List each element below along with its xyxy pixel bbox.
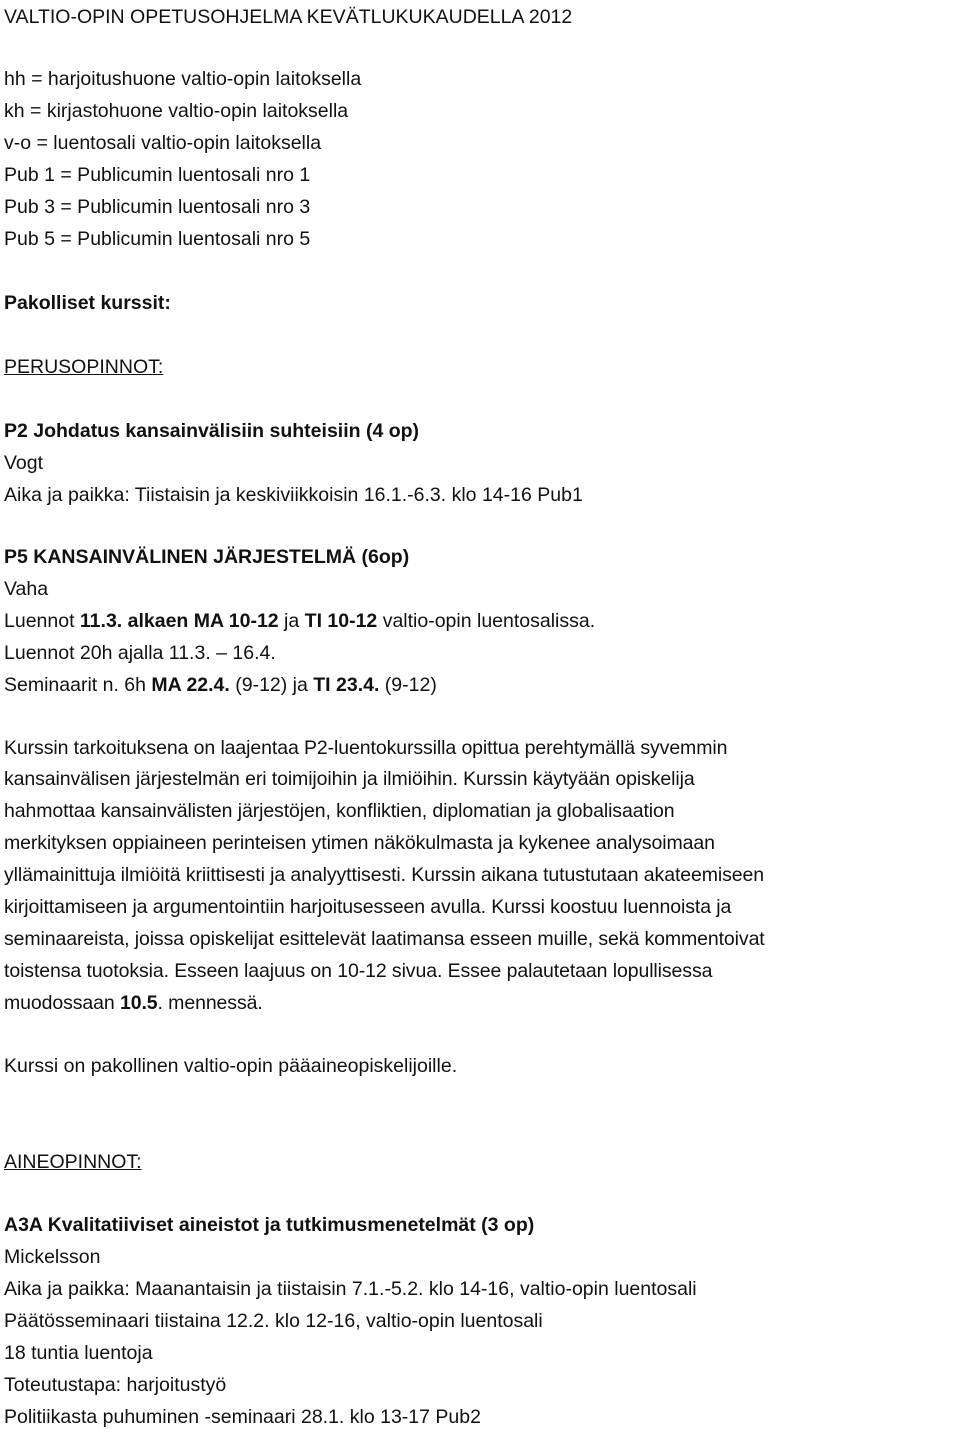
legend-item: v-o = luentosali valtio-opin laitoksella [4, 132, 322, 154]
lectures-text: ja [278, 610, 305, 632]
lectures-second-day: TI 10-12 [304, 610, 378, 632]
course-seminars-p5 [4, 673, 437, 697]
course-time-place-a3a: Aika ja paikka: Maanantaisin ja tiistaisin 7.1.-5.2. klo 14-16, valtio-opin luentosali [4, 1278, 697, 1300]
seminars-text: Seminaarit n. 6h [4, 674, 152, 696]
course-final-seminar-a3a: Päätösseminaari tiistaina 12.2. klo 12-16, valtio-opin luentosali [4, 1310, 543, 1332]
lectures-text: valtio-opin luentosalissa. [377, 610, 596, 632]
seminars-text: (9-12) [379, 674, 437, 696]
seminar-day-1: MA 22.4. [151, 674, 230, 696]
course-lectures-period-p5: Luennot 20h ajalla 11.3. – 16.4. [4, 642, 276, 664]
deadline-text: . mennessä. [157, 992, 263, 1014]
course-time-place-p2: Aika ja paikka: Tiistaisin ja keskiviikkoisin 16.1.-6.3. klo 14-16 Pub1 [4, 484, 583, 506]
page-title: VALTIO-OPIN OPETUSOHJELMA KEVÄTLUKUKAUDELLA 2012 [4, 6, 573, 28]
legend-item: Pub 5 = Publicumin luentosali nro 5 [4, 228, 311, 250]
course-mandatory-note: Kurssi on pakollinen valtio-opin pääaineopiskelijoille. [4, 1055, 458, 1077]
course-deadline-p5 [4, 991, 263, 1015]
legend-item: Pub 1 = Publicumin luentosali nro 1 [4, 164, 311, 186]
lectures-start-day: 11.3. alkaen MA 10-12 [79, 610, 279, 632]
deadline-text: muodossaan [4, 992, 120, 1014]
aineopinnot-heading: AINEOPINNOT: [4, 1151, 142, 1173]
course-description-line: Kurssin tarkoituksena on laajentaa P2-luentokurssilla opittua perehtymällä syvemmin [4, 737, 728, 759]
course-title-p5: P5 KANSAINVÄLINEN JÄRJESTELMÄ (6op) [4, 546, 410, 568]
course-lectures-p5 [4, 609, 595, 633]
legend-item: hh = harjoitushuone valtio-opin laitoksella [4, 68, 362, 90]
course-description-line: hahmottaa kansainvälisten järjestöjen, konfliktien, diplomatian ja globalisaation [4, 800, 675, 822]
legend-item: kh = kirjastohuone valtio-opin laitoksella [4, 100, 349, 122]
course-title-a3a: A3A Kvalitatiiviset aineistot ja tutkimusmenetelmät (3 op) [4, 1214, 535, 1236]
course-description-line: seminaareista, joissa opiskelijat esittelevät laatimansa esseen muille, sekä kommentoivat [4, 928, 765, 950]
course-title-p2: P2 Johdatus kansainvälisiin suhteisiin (4 op) [4, 420, 420, 442]
course-hours-a3a: 18 tuntia luentoja [4, 1342, 153, 1364]
seminar-day-2: TI 23.4. [313, 674, 380, 696]
course-description-line: merkityksen oppiaineen perinteisen ytimen näkökulmasta ja kykenee analysoimaan [4, 832, 715, 854]
course-teacher-p2: Vogt [4, 452, 44, 474]
lectures-text: Luennot [4, 610, 80, 632]
mandatory-courses-heading: Pakolliset kurssit: [4, 292, 171, 314]
course-description-line: kansainvälisen järjestelmän eri toimijoihin ja ilmiöihin. Kurssin käytyään opiskelija [4, 768, 695, 790]
course-method-a3a: Toteutustapa: harjoitustyö [4, 1374, 227, 1396]
course-description-line: kirjoittamiseen ja argumentointiin harjoitusesseen avulla. Kurssi koostuu luennoista ja [4, 896, 732, 918]
course-politics-seminar-a3a: Politiikasta puhuminen -seminaari 28.1. klo 13-17 Pub2 [4, 1406, 481, 1428]
course-description-line: yllämainittuja ilmiöitä kriittisesti ja analyyttisesti. Kurssin aikana tutustutaan akateemiseen [4, 864, 765, 886]
legend-item: Pub 3 = Publicumin luentosali nro 3 [4, 196, 311, 218]
course-teacher-a3a: Mickelsson [4, 1246, 101, 1268]
course-description-line: toistensa tuotoksia. Esseen laajuus on 10-12 sivua. Essee palautetaan lopullisessa [4, 960, 713, 982]
seminars-text: (9-12) ja [229, 674, 314, 696]
course-teacher-p5: Vaha [4, 578, 49, 600]
deadline-date: 10.5 [119, 992, 158, 1014]
perusopinnot-heading: PERUSOPINNOT: [4, 356, 164, 378]
